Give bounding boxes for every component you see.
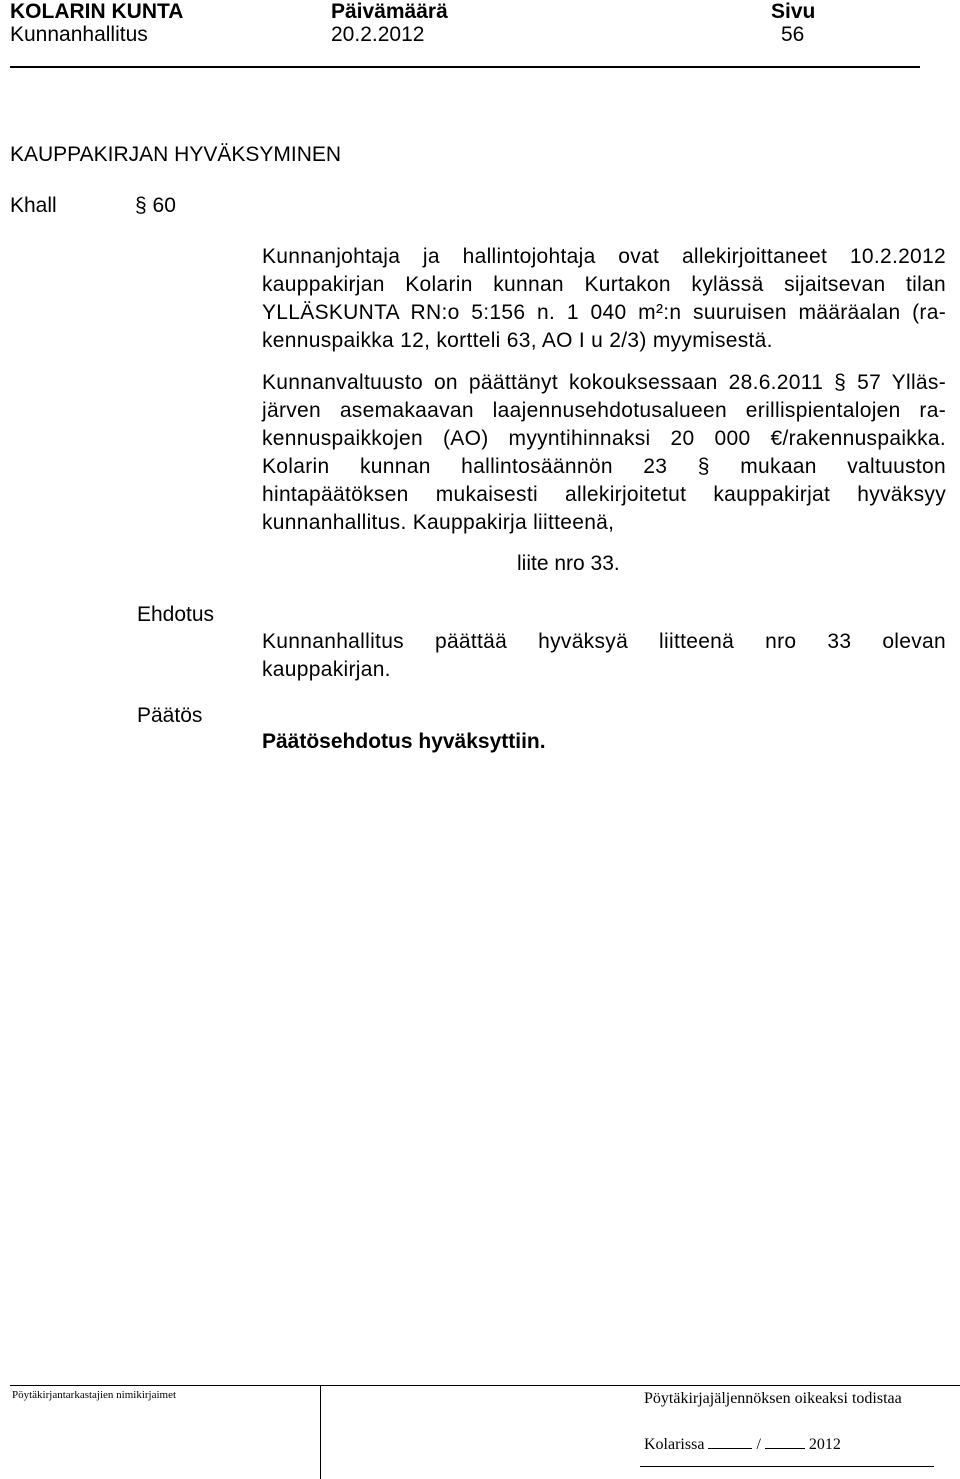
date-separator: / bbox=[756, 1436, 761, 1453]
document-title: KAUPPAKIRJAN HYVÄKSYMINEN bbox=[10, 143, 342, 166]
paragraph-2-line: kennuspaikkojen (AO) myyntihinnaksi 20 000 €/rakennuspaikka. bbox=[262, 427, 946, 450]
footer-divider-right bbox=[320, 1385, 960, 1386]
proposal-line: kauppakirjan. bbox=[262, 658, 391, 681]
paragraph-2 bbox=[262, 369, 946, 537]
signature-line bbox=[640, 1466, 934, 1467]
footer-vertical-divider bbox=[320, 1385, 321, 1479]
body-abbreviation: Khall bbox=[10, 194, 57, 217]
paragraph-2-line: Kolarin kunnan hallintosäännön 23 § mukaan valtuuston bbox=[262, 455, 946, 478]
proposal-line: Kunnanhallitus päättää hyväksyä liitteenä nro 33 olevan bbox=[262, 630, 946, 653]
attachment-reference: liite nro 33. bbox=[517, 552, 620, 575]
page-label: Sivu bbox=[771, 0, 816, 23]
paragraph-2-line: hintapäätöksen mukaisesti allekirjoitetut kauppakirjat hyväksyy bbox=[262, 483, 946, 506]
certification-label: Pöytäkirjajäljennöksen oikeaksi todistaa bbox=[644, 1390, 902, 1407]
certification-year: 2012 bbox=[808, 1436, 841, 1453]
header-divider bbox=[10, 66, 920, 68]
decision-label: Päätös bbox=[137, 704, 203, 727]
paragraph-1-line: kennuspaikka 12, kortteli 63, AO I u 2/3) myymisestä. bbox=[262, 329, 773, 352]
footer-divider-left bbox=[10, 1385, 320, 1386]
certification-place-date bbox=[644, 1434, 841, 1454]
paragraph-1-line: Kunnanjohtaja ja hallintojohtaja ovat allekirjoittaneet 10.2.2012 bbox=[262, 245, 946, 268]
paragraph-1-line: kauppakirjan Kolarin kunnan Kurtakon kylässä sijaitsevan tilan bbox=[262, 273, 946, 296]
paragraph-2-line: kunnanhallitus. Kauppakirja liitteenä, bbox=[262, 511, 615, 534]
checkers-initials-label: Pöytäkirjantarkastajien nimikirjaimet bbox=[12, 1389, 177, 1401]
decision-text: Päätösehdotus hyväksyttiin. bbox=[262, 730, 546, 753]
body-name: Kunnanhallitus bbox=[10, 23, 148, 46]
paragraph-number: § 60 bbox=[135, 194, 176, 217]
paragraph-1 bbox=[262, 243, 946, 355]
month-blank bbox=[765, 1434, 805, 1449]
date-value: 20.2.2012 bbox=[331, 23, 425, 46]
page-number: 56 bbox=[781, 23, 805, 46]
org-name: KOLARIN KUNTA bbox=[10, 0, 184, 23]
proposal-text bbox=[262, 628, 946, 684]
paragraph-number-value: 60 bbox=[152, 194, 176, 217]
day-blank bbox=[708, 1434, 752, 1449]
paragraph-1-line: YLLÄSKUNTA RN:o 5:156 n. 1 040 m²:n suuruisen määräalan (ra- bbox=[262, 301, 946, 324]
paragraph-2-line: järven asemakaavan laajennusehdotusalueen erillispientalojen ra- bbox=[262, 399, 946, 422]
certification-place: Kolarissa bbox=[644, 1436, 705, 1453]
proposal-label: Ehdotus bbox=[137, 603, 215, 626]
paragraph-2-line: Kunnanvaltuusto on päättänyt kokouksessaan 28.6.2011 § 57 Ylläs- bbox=[262, 371, 946, 394]
date-label: Päivämäärä bbox=[331, 0, 448, 23]
